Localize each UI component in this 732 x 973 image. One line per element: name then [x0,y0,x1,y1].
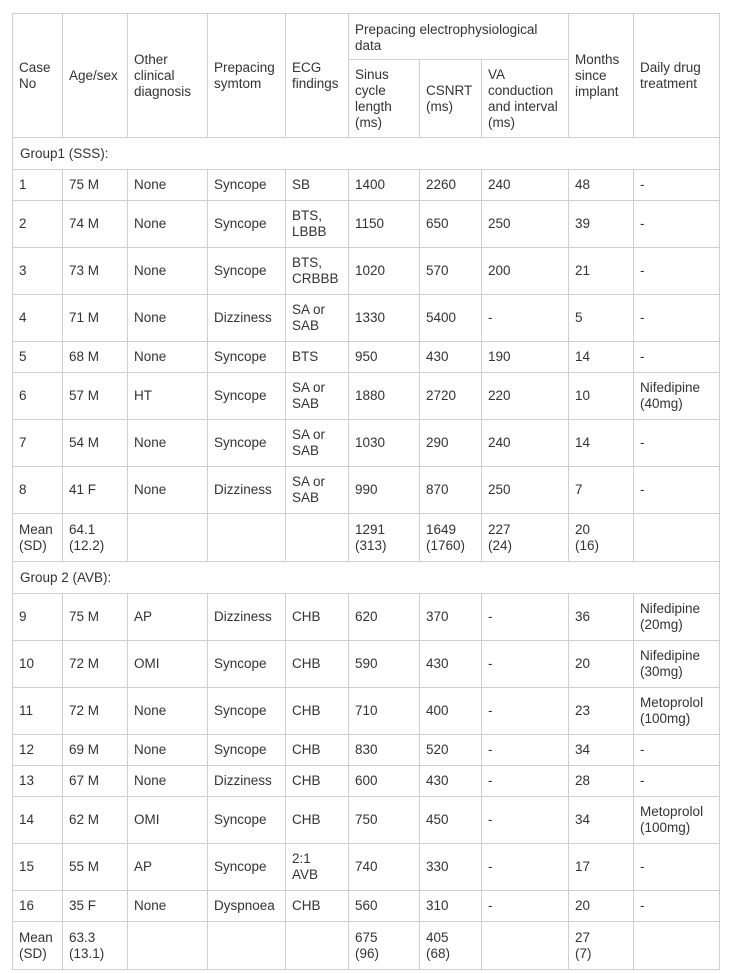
cell-drug: Nifedipine (30mg) [634,641,720,688]
cell-case-no: 13 [13,766,63,797]
cell-case-no: 8 [13,467,63,514]
table-header [13,14,720,138]
cell-drug: - [634,844,720,891]
mean-cell-age-sex: 63.3 (13.1) [63,922,128,970]
cell-months: 28 [569,766,634,797]
table-row [13,891,720,922]
cell-csnrt: 430 [420,342,482,373]
cell-months: 17 [569,844,634,891]
cell-ecg: CHB [286,797,349,844]
cell-months: 23 [569,688,634,735]
header-electrophysiological-data: Prepacing electrophysiological data [349,14,569,60]
cell-case-no: 12 [13,735,63,766]
cell-symptom: Syncope [208,420,286,467]
cell-age-sex: 68 M [63,342,128,373]
cell-case-no: 1 [13,170,63,201]
cell-ecg: SA or SAB [286,420,349,467]
header-months-since-implant: Months since implant [569,14,634,138]
cell-other-diagnosis: OMI [128,641,208,688]
header-other-diagnosis: Other clinical diagnosis [128,14,208,138]
table-row [13,248,720,295]
cell-age-sex: 72 M [63,688,128,735]
cell-csnrt: 430 [420,641,482,688]
cell-age-sex: 35 F [63,891,128,922]
cell-ecg: SB [286,170,349,201]
cell-symptom: Dizziness [208,766,286,797]
cell-va-conduction: 240 [482,170,569,201]
cell-drug: - [634,342,720,373]
table-row [13,797,720,844]
cell-age-sex: 75 M [63,170,128,201]
table-row [13,594,720,641]
cell-symptom: Dizziness [208,467,286,514]
cell-sinus-cycle: 620 [349,594,420,641]
cell-csnrt: 570 [420,248,482,295]
cell-csnrt: 520 [420,735,482,766]
cell-months: 34 [569,797,634,844]
cell-sinus-cycle: 1330 [349,295,420,342]
cell-drug: - [634,735,720,766]
mean-cell-months: 20 (16) [569,514,634,562]
cell-months: 48 [569,170,634,201]
cell-drug: Metoprolol (100mg) [634,797,720,844]
group-label: Group 2 (AVB): [13,562,720,594]
cell-age-sex: 41 F [63,467,128,514]
cell-va-conduction: 220 [482,373,569,420]
table-row [13,844,720,891]
cell-other-diagnosis: None [128,248,208,295]
cell-va-conduction: 240 [482,420,569,467]
cell-va-conduction: - [482,844,569,891]
cell-ecg: BTS, CRBBB [286,248,349,295]
mean-cell-csnrt: 1649 (1760) [420,514,482,562]
cell-drug: - [634,295,720,342]
table-row [13,735,720,766]
group-label: Group1 (SSS): [13,138,720,170]
cell-csnrt: 370 [420,594,482,641]
table-row [13,420,720,467]
cell-other-diagnosis: None [128,766,208,797]
cell-other-diagnosis: None [128,467,208,514]
cell-months: 14 [569,342,634,373]
cell-sinus-cycle: 830 [349,735,420,766]
cell-ecg: CHB [286,766,349,797]
cell-sinus-cycle: 1400 [349,170,420,201]
cell-symptom: Dyspnoea [208,891,286,922]
mean-cell-symptom [208,922,286,970]
cell-sinus-cycle: 1880 [349,373,420,420]
cell-age-sex: 67 M [63,766,128,797]
cell-symptom: Syncope [208,170,286,201]
cell-va-conduction: - [482,688,569,735]
cell-ecg: 2:1 AVB [286,844,349,891]
cell-case-no: 6 [13,373,63,420]
cell-ecg: CHB [286,891,349,922]
cell-months: 10 [569,373,634,420]
cell-age-sex: 55 M [63,844,128,891]
mean-cell-months: 27 (7) [569,922,634,970]
mean-cell-drug [634,514,720,562]
cell-other-diagnosis: None [128,735,208,766]
cell-ecg: CHB [286,688,349,735]
mean-cell-other-diagnosis [128,514,208,562]
cell-ecg: BTS, LBBB [286,201,349,248]
cell-age-sex: 74 M [63,201,128,248]
cell-sinus-cycle: 600 [349,766,420,797]
cell-csnrt: 870 [420,467,482,514]
cell-va-conduction: - [482,641,569,688]
cell-ecg: SA or SAB [286,295,349,342]
cell-age-sex: 72 M [63,641,128,688]
table-row [13,342,720,373]
mean-cell-ecg [286,514,349,562]
mean-cell-sinus-cycle: 1291 (313) [349,514,420,562]
cell-age-sex: 75 M [63,594,128,641]
cell-drug: - [634,170,720,201]
header-prepacing-symptom: Prepacing symtom [208,14,286,138]
cell-va-conduction: - [482,735,569,766]
cell-va-conduction: 200 [482,248,569,295]
mean-sd-row [13,514,720,562]
cell-symptom: Dizziness [208,594,286,641]
mean-cell-ecg [286,922,349,970]
cell-months: 36 [569,594,634,641]
header-csnrt: CSNRT (ms) [420,60,482,138]
cell-symptom: Syncope [208,844,286,891]
group-header-row [13,138,720,170]
cell-sinus-cycle: 590 [349,641,420,688]
mean-cell-symptom [208,514,286,562]
cell-va-conduction: - [482,891,569,922]
table-row [13,688,720,735]
cell-drug: Nifedipine (40mg) [634,373,720,420]
cell-case-no: 10 [13,641,63,688]
cell-csnrt: 450 [420,797,482,844]
table-row [13,467,720,514]
cell-sinus-cycle: 740 [349,844,420,891]
mean-cell-va-conduction: 227 (24) [482,514,569,562]
cell-drug: Metoprolol (100mg) [634,688,720,735]
cell-case-no: 14 [13,797,63,844]
cell-months: 20 [569,641,634,688]
cell-csnrt: 310 [420,891,482,922]
cell-other-diagnosis: None [128,342,208,373]
cell-drug: - [634,248,720,295]
mean-cell-sinus-cycle: 675 (96) [349,922,420,970]
table-row [13,641,720,688]
cell-other-diagnosis: AP [128,844,208,891]
cell-other-diagnosis: HT [128,373,208,420]
cell-age-sex: 69 M [63,735,128,766]
cell-case-no: 9 [13,594,63,641]
group-header-row [13,562,720,594]
cell-csnrt: 400 [420,688,482,735]
header-ecg-findings: ECG findings [286,14,349,138]
cell-va-conduction: - [482,594,569,641]
table-row [13,201,720,248]
cell-case-no: 2 [13,201,63,248]
cell-age-sex: 62 M [63,797,128,844]
table-row [13,295,720,342]
mean-sd-row [13,922,720,970]
cell-ecg: SA or SAB [286,467,349,514]
cell-other-diagnosis: None [128,688,208,735]
cell-age-sex: 71 M [63,295,128,342]
cell-case-no: 5 [13,342,63,373]
cell-age-sex: 73 M [63,248,128,295]
cell-sinus-cycle: 1020 [349,248,420,295]
cell-sinus-cycle: 950 [349,342,420,373]
cell-case-no: 3 [13,248,63,295]
cell-drug: - [634,891,720,922]
cell-other-diagnosis: None [128,891,208,922]
cell-drug: - [634,420,720,467]
mean-cell-case-no: Mean (SD) [13,514,63,562]
cell-months: 39 [569,201,634,248]
mean-cell-va-conduction [482,922,569,970]
table-body [13,138,720,970]
cell-csnrt: 5400 [420,295,482,342]
cell-symptom: Syncope [208,641,286,688]
cell-other-diagnosis: None [128,295,208,342]
cell-va-conduction: - [482,766,569,797]
header-row-top [13,14,720,60]
cell-symptom: Syncope [208,735,286,766]
cell-drug: - [634,201,720,248]
table-row [13,766,720,797]
cell-other-diagnosis: None [128,170,208,201]
header-va-conduction: VA conduction and interval (ms) [482,60,569,138]
cell-case-no: 11 [13,688,63,735]
cell-sinus-cycle: 750 [349,797,420,844]
cell-ecg: CHB [286,594,349,641]
cell-sinus-cycle: 710 [349,688,420,735]
cell-drug: Nifedipine (20mg) [634,594,720,641]
cell-sinus-cycle: 1030 [349,420,420,467]
data-table [12,13,720,970]
cell-other-diagnosis: AP [128,594,208,641]
cell-case-no: 15 [13,844,63,891]
cell-symptom: Syncope [208,797,286,844]
cell-va-conduction: - [482,295,569,342]
cell-ecg: CHB [286,735,349,766]
cell-va-conduction: 190 [482,342,569,373]
cell-months: 20 [569,891,634,922]
mean-cell-csnrt: 405 (68) [420,922,482,970]
cell-symptom: Syncope [208,688,286,735]
cell-case-no: 4 [13,295,63,342]
mean-cell-other-diagnosis [128,922,208,970]
cell-csnrt: 2720 [420,373,482,420]
cell-other-diagnosis: OMI [128,797,208,844]
mean-cell-case-no: Mean (SD) [13,922,63,970]
cell-ecg: SA or SAB [286,373,349,420]
cell-case-no: 16 [13,891,63,922]
table-row [13,373,720,420]
cell-csnrt: 2260 [420,170,482,201]
cell-case-no: 7 [13,420,63,467]
header-case-no: Case No [13,14,63,138]
cell-age-sex: 57 M [63,373,128,420]
cell-symptom: Syncope [208,248,286,295]
cell-symptom: Syncope [208,201,286,248]
mean-cell-age-sex: 64.1 (12.2) [63,514,128,562]
cell-drug: - [634,467,720,514]
header-daily-drug: Daily drug treatment [634,14,720,138]
cell-symptom: Syncope [208,342,286,373]
cell-csnrt: 330 [420,844,482,891]
mean-cell-drug [634,922,720,970]
table-row [13,170,720,201]
cell-drug: - [634,766,720,797]
cell-va-conduction: 250 [482,467,569,514]
cell-months: 5 [569,295,634,342]
cell-sinus-cycle: 1150 [349,201,420,248]
cell-csnrt: 650 [420,201,482,248]
cell-va-conduction: 250 [482,201,569,248]
table-container [12,13,720,970]
cell-months: 7 [569,467,634,514]
header-age-sex: Age/sex [63,14,128,138]
cell-months: 34 [569,735,634,766]
cell-va-conduction: - [482,797,569,844]
cell-age-sex: 54 M [63,420,128,467]
cell-ecg: BTS [286,342,349,373]
cell-symptom: Syncope [208,373,286,420]
cell-csnrt: 290 [420,420,482,467]
cell-other-diagnosis: None [128,201,208,248]
cell-ecg: CHB [286,641,349,688]
cell-sinus-cycle: 990 [349,467,420,514]
header-sinus-cycle: Sinus cycle length (ms) [349,60,420,138]
cell-other-diagnosis: None [128,420,208,467]
cell-csnrt: 430 [420,766,482,797]
cell-sinus-cycle: 560 [349,891,420,922]
cell-months: 14 [569,420,634,467]
cell-months: 21 [569,248,634,295]
cell-symptom: Dizziness [208,295,286,342]
